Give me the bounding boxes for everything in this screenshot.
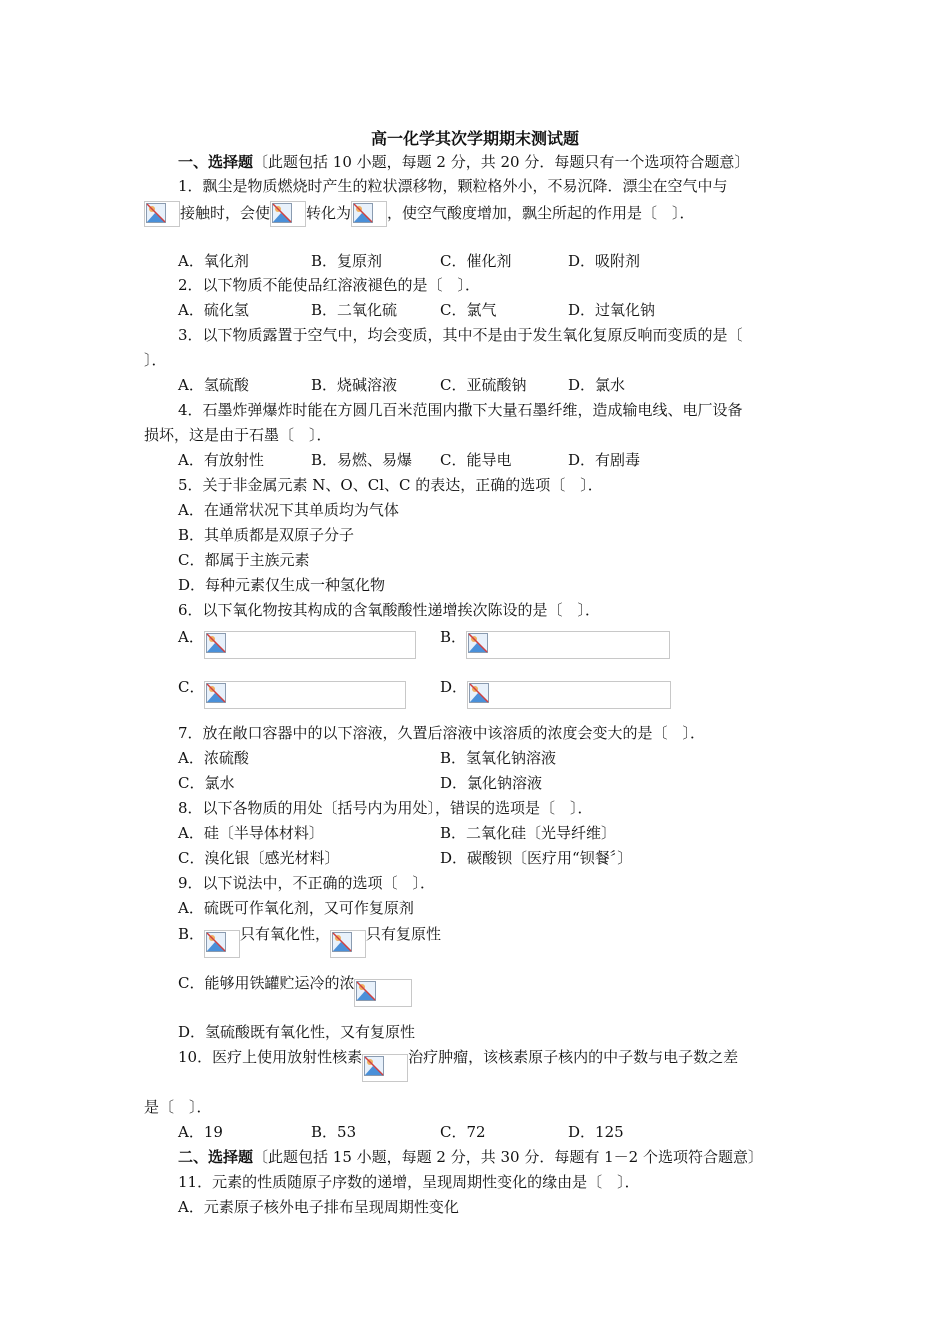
q7-option-c: C．氯水 xyxy=(178,774,235,792)
q4-option-b: B．易燃、易爆 xyxy=(311,451,413,469)
q6-option-d-label: D． xyxy=(440,678,468,696)
page-title: 高一化学其次学期期末测试题 xyxy=(370,129,579,148)
q6-option-b-label: B． xyxy=(440,628,467,646)
q9-option-a: A．硫既可作氧化剂，又可作复原剂 xyxy=(178,899,414,917)
q2-stem: 2．以下物质不能使品红溶液褪色的是〔 〕． xyxy=(178,276,481,294)
q2-option-d: D．过氧化钠 xyxy=(568,301,656,319)
q1-text-part3: ，使空气酸度增加，飘尘所起的作用是〔 〕． xyxy=(387,204,695,222)
q1-stem-line2 xyxy=(144,201,695,227)
q8-option-c: C．溴化银〔感光材料〕 xyxy=(178,849,340,867)
q10-option-c: C．72 xyxy=(440,1123,486,1141)
broken-image-icon xyxy=(467,681,671,709)
q3-option-d: D．氯水 xyxy=(568,376,626,394)
q10-option-d: D．125 xyxy=(568,1123,624,1141)
q10-stem-line1 xyxy=(178,1045,738,1082)
q1-option-c: C．催化剂 xyxy=(440,252,512,270)
q5-option-c: C．都属于主族元素 xyxy=(178,551,310,569)
q6-option-d xyxy=(440,675,671,709)
q6-option-c-label: C． xyxy=(178,678,205,696)
q9-option-b-mid: 只有氧化性， xyxy=(240,925,331,943)
q3-stem-line1: 3．以下物质露置于空气中，均会变质，其中不是由于发生氧化复原反响而变质的是〔 xyxy=(178,326,743,344)
q4-option-a: A．有放射性 xyxy=(178,451,264,469)
q8-stem: 8．以下各物质的用处〔括号内为用处〕，错误的选项是〔 〕． xyxy=(178,799,593,817)
q3-stem-line2: 〕． xyxy=(144,351,167,369)
q9-option-c xyxy=(178,971,412,1007)
section-1-title: 一、选择题 xyxy=(178,153,254,171)
q7-option-b: B．氢氧化钠溶液 xyxy=(440,749,557,767)
broken-image-icon xyxy=(362,1054,408,1082)
section-2-title: 二、选择题 xyxy=(178,1148,254,1166)
broken-image-icon xyxy=(330,930,366,958)
q11-option-a: A．元素原子核外电子排布呈现周期性变化 xyxy=(178,1198,459,1216)
q9-option-d: D．氢硫酸既有氧化性，又有复原性 xyxy=(178,1023,416,1041)
q2-option-a: A．硫化氢 xyxy=(178,301,249,319)
section-1-header xyxy=(178,150,749,175)
q3-option-a: A．氢硫酸 xyxy=(178,376,249,394)
section-1-note: 〔此题包括 10 小题，每题 2 分，共 20 分．每题只有一个选项符合题意〕 xyxy=(253,153,750,171)
q4-option-c: C．能导电 xyxy=(440,451,512,469)
q1-text-part1: 接触时，会使 xyxy=(180,204,271,222)
q4-stem-line1: 4．石墨炸弹爆炸时能在方圆几百米范围内撒下大量石墨纤维，造成输电线、电厂设备 xyxy=(178,401,743,419)
q5-stem: 5．关于非金属元素 N、O、Cl、C 的表达，正确的选项〔 〕． xyxy=(178,476,603,494)
q8-option-d: D．碳酸钡〔医疗用“钡餐〞〕 xyxy=(440,849,633,867)
q10-option-a: A．19 xyxy=(178,1123,223,1141)
broken-image-icon xyxy=(466,631,670,659)
q8-option-a: A．硅〔半导体材料〕 xyxy=(178,824,324,842)
broken-image-icon xyxy=(204,681,406,709)
broken-image-icon xyxy=(351,201,387,227)
q6-stem: 6．以下氧化物按其构成的含氧酸酸性递增挨次陈设的是〔 〕． xyxy=(178,601,601,619)
q4-stem-line2: 损坏，这是由于石墨〔 〕． xyxy=(144,426,332,444)
q9-option-b-label: B． xyxy=(178,925,205,943)
q6-option-c xyxy=(178,675,406,709)
q7-stem: 7．放在敞口容器中的以下溶液，久置后溶液中该溶质的浓度会变大的是〔 〕． xyxy=(178,724,706,742)
q4-option-d: D．有剧毒 xyxy=(568,451,641,469)
q3-option-c: C．亚硫酸钠 xyxy=(440,376,527,394)
q6-option-b xyxy=(440,625,670,659)
q3-option-b: B．烧碱溶液 xyxy=(311,376,398,394)
q2-option-b: B．二氧化硫 xyxy=(311,301,398,319)
q1-option-b: B．复原剂 xyxy=(311,252,383,270)
q7-option-d: D．氯化钠溶液 xyxy=(440,774,543,792)
q10-stem-line2: 是〔 〕． xyxy=(144,1098,212,1116)
q5-option-a: A．在通常状况下其单质均为气体 xyxy=(178,501,399,519)
broken-image-icon xyxy=(204,930,240,958)
q7-option-a: A．浓硫酸 xyxy=(178,749,249,767)
broken-image-icon xyxy=(354,979,412,1007)
q2-option-c: C．氯气 xyxy=(440,301,497,319)
q1-stem-line1: 1．飘尘是物质燃烧时产生的粒状漂移物，颗粒格外小，不易沉降．漂尘在空气中与 xyxy=(178,177,728,195)
q5-option-b: B．其单质都是双原子分子 xyxy=(178,526,355,544)
broken-image-icon xyxy=(144,201,180,227)
q9-option-b xyxy=(178,922,441,958)
q1-option-d: D．吸附剂 xyxy=(568,252,641,270)
q9-option-b-end: 只有复原性 xyxy=(366,925,442,943)
q10-option-b: B．53 xyxy=(311,1123,357,1141)
q10-text-part1: 10．医疗上使用放射性核素 xyxy=(178,1048,363,1066)
q1-option-a: A．氧化剂 xyxy=(178,252,249,270)
q8-option-b: B．二氧化硅〔光导纤维〕 xyxy=(440,824,617,842)
q5-option-d: D．每种元素仅生成一种氢化物 xyxy=(178,576,386,594)
q11-stem: 11．元素的性质随原子序数的递增，呈现周期性变化的缘由是〔 〕． xyxy=(178,1173,640,1191)
broken-image-icon xyxy=(204,631,416,659)
q6-option-a-label: A． xyxy=(178,628,204,646)
q9-option-c-text: C．能够用铁罐贮运冷的浓 xyxy=(178,974,355,992)
q10-text-part2: 治疗肿瘤，该核素原子核内的中子数与电子数之差 xyxy=(408,1048,739,1066)
broken-image-icon xyxy=(270,201,306,227)
section-2-header xyxy=(178,1145,763,1170)
section-2-note: 〔此题包括 15 小题，每题 2 分，共 30 分．每题有 1－2 个选项符合题意〕 xyxy=(253,1148,763,1166)
q9-stem: 9．以下说法中，不正确的选项〔 〕． xyxy=(178,874,436,892)
q6-option-a xyxy=(178,625,416,659)
q1-text-part2: 转化为 xyxy=(306,204,352,222)
